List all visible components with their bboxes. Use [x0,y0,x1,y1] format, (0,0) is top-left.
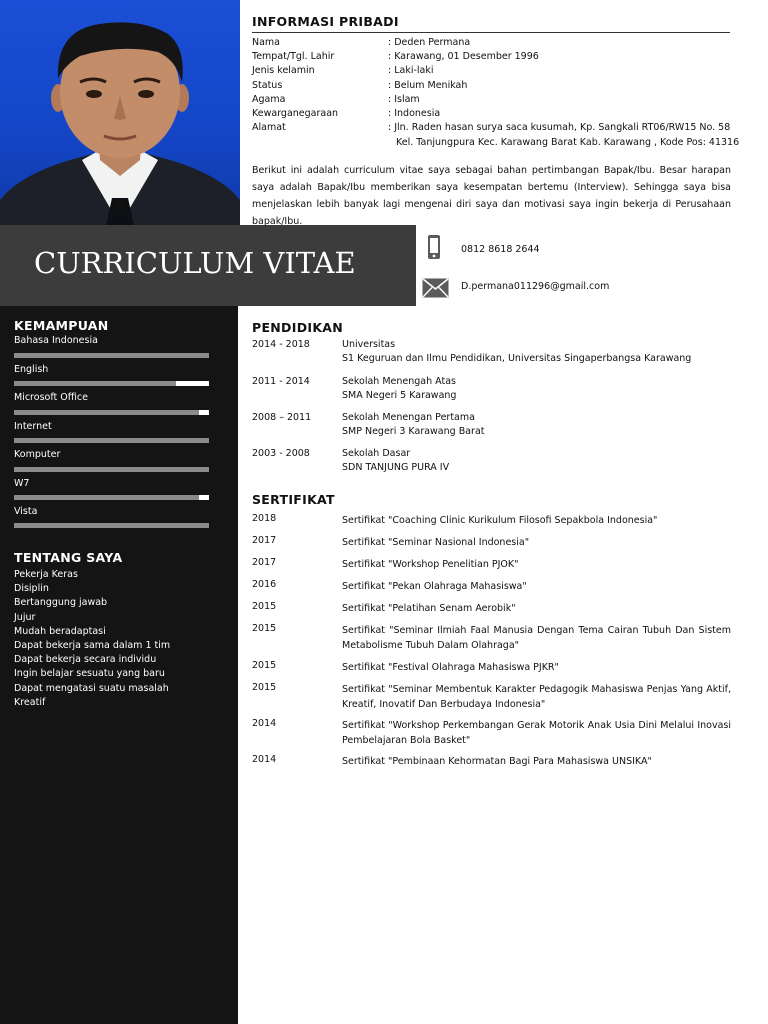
mail-icon [422,278,449,302]
education-period: 2008 – 2011 [252,412,312,423]
skill-label: Microsoft Office [14,392,88,403]
about-item: Ingin belajar sesuatu yang baru [14,668,165,680]
info-value: : Laki-laki [388,65,434,76]
skill-label: Vista [14,506,38,517]
info-value: : Jln. Raden hasan surya saca kusumah, Kp. Sangkali RT06/RW15 No. 58 [388,122,731,133]
address-line-2: Kel. Tanjungpura Kec. Karawang Barat Kab. Karawang , Kode Pos: 41316 [396,137,740,148]
info-label: Kewarganegaraan [252,108,339,119]
certificate-title: Sertifikat "Seminar Ilmiah Faal Manusia Dengan Tema Cairan Tubuh Dan Sistem Metabolisme Tubuh Dalam Olahraga" [342,625,731,651]
skill-label: Komputer [14,449,61,460]
certificate-title: Sertifikat "Seminar Nasional Indonesia" [342,537,530,548]
info-value: : Karawang, 01 Desember 1996 [388,51,539,62]
education-heading: PENDIDIKAN [252,320,344,335]
skill-label: Internet [14,421,52,432]
phone-number: 0812 8618 2644 [461,244,540,255]
certificate-title: Sertifikat "Coaching Clinic Kurikulum Filosofi Sepakbola Indonesia" [342,515,658,526]
about-heading: TENTANG SAYA [14,550,123,565]
certificate-title: Sertifikat "Seminar Membentuk Karakter Pedagogik Mahasiswa Penjas Yang Aktif, Kreatif, Inovatif Dan Berbudaya Indonesia" [342,684,731,710]
education-level: Universitas [342,339,396,350]
skill-bar [14,353,209,358]
education-level: Sekolah Menengan Pertama [342,412,475,423]
certificate-title: Sertifikat "Festival Olahraga Mahasiswa PJKR" [342,662,559,673]
certificate-title: Sertifikat "Pembinaan Kehormatan Bagi Para Mahasiswa UNSIKA" [342,756,652,767]
certificate-year: 2015 [252,682,277,693]
certificate-year: 2015 [252,623,277,634]
info-label: Alamat [252,122,286,133]
certificate-year: 2014 [252,754,277,765]
info-label: Tempat/Tgl. Lahir [252,51,335,62]
email-address: D.permana011296@gmail.com [461,281,610,292]
summary-paragraph: Berikut ini adalah curriculum vitae saya sebagai bahan pertimbangan Bapak/Ibu. Besar harapan saya adalah Bapak/Ibu memberikan saya kesempatan bertemu (Interview). Sehingga saya bisa menjelaskan lebih banyak lagi mengenai diri saya dan motivasi saya ingin bekerja di Perusahaan bapak/Ibu. [252,165,731,227]
skill-bar-fill [176,381,209,386]
education-school: S1 Keguruan dan Ilmu Pendidikan, Universitas Singaperbangsa Karawang [342,353,692,364]
profile-photo [0,0,240,225]
skill-bar [14,410,209,415]
info-label: Jenis kelamin [252,65,315,76]
certificate-year: 2017 [252,557,277,568]
certificate-year: 2017 [252,535,277,546]
info-label: Nama [252,37,281,48]
education-level: Sekolah Dasar [342,448,411,459]
info-label: Agama [252,94,286,105]
education-school: SMA Negeri 5 Karawang [342,390,457,401]
skill-bar-fill [199,495,209,500]
skill-bar-fill [199,410,209,415]
certificate-year: 2015 [252,660,277,671]
about-list [14,568,170,710]
certificate-year: 2015 [252,601,277,612]
about-item: Bertanggung jawab [14,597,108,609]
skill-bar [14,467,209,472]
info-value: : Deden Permana [388,37,471,48]
about-item: Pekerja Keras [14,569,78,580]
certificate-title: Sertifikat "Pekan Olahraga Mahasiswa" [342,581,527,592]
education-period: 2003 - 2008 [252,448,310,459]
certificate-title: Sertifikat "Workshop Penelitian PJOK" [342,559,519,570]
about-item: Dapat bekerja secara individu [14,654,157,666]
cv-title: CURRICULUM VITAE [34,246,356,280]
education-period: 2011 - 2014 [252,376,310,387]
certificate-year: 2016 [252,579,277,590]
skill-label: Bahasa Indonesia [14,335,98,346]
portrait-image [0,0,240,225]
education-level: Sekolah Menengah Atas [342,376,456,387]
about-item: Kreatif [14,696,46,708]
about-item: Jujur [14,611,36,623]
skill-bar [14,523,209,528]
certificate-year: 2014 [252,718,277,729]
skill-bar [14,438,209,443]
certificate-year: 2018 [252,513,277,524]
certificate-title: Sertifikat "Workshop Perkembangan Gerak Motorik Anak Usia Dini Melalui Inovasi Pembelajaran Bola Basket" [342,720,731,746]
certificates-heading: SERTIFIKAT [252,492,335,507]
about-item: Dapat bekerja sama dalam 1 tim [14,639,171,651]
info-value: : Islam [388,94,420,105]
info-value: : Indonesia [388,108,441,119]
phone-icon [427,234,441,264]
education-school: SDN TANJUNG PURA IV [342,462,450,473]
education-period: 2014 - 2018 [252,339,310,350]
skill-bar [14,381,209,386]
skill-label: W7 [14,478,30,489]
heading-divider [252,32,730,33]
skills-heading: KEMAMPUAN [14,318,109,333]
info-value: : Belum Menikah [388,80,468,91]
skill-bar [14,495,209,500]
about-item: Disiplin [14,583,49,595]
about-item: Dapat mengatasi suatu masalah [14,682,169,694]
certificate-title: Sertifikat "Pelatihan Senam Aerobik" [342,603,516,614]
personal-info-heading: INFORMASI PRIBADI [252,14,399,29]
skill-label: English [14,364,49,375]
education-school: SMP Negeri 3 Karawang Barat [342,426,485,437]
about-item: Mudah beradaptasi [14,625,106,637]
info-label: Status [252,80,283,91]
